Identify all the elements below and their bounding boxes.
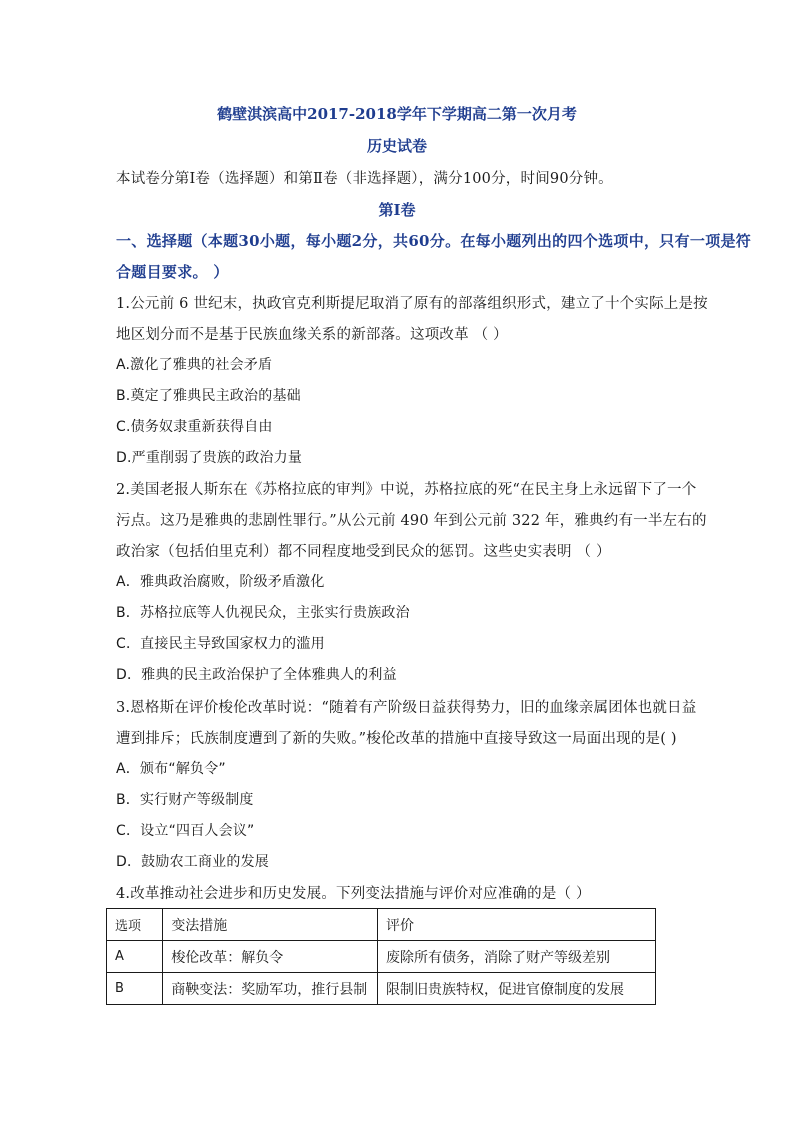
table-header-cell: 变法措施	[163, 909, 378, 941]
option-b: B．苏格拉底等人仇视民众，主张实行贵族政治	[116, 605, 410, 621]
table-cell: A	[107, 941, 163, 973]
option-d: D．雅典的民主政治保护了全体雅典人的利益	[116, 667, 397, 683]
table-cell: B	[107, 973, 163, 1005]
option-b: B.奠定了雅典民主政治的基础	[116, 388, 301, 404]
table-header-cell: 评价	[377, 909, 655, 941]
question-stem-line: 政治家（包括伯里克利）都不同程度地受到民众的惩罚。这些史实表明 （ ）	[116, 544, 611, 560]
table-cell: 限制旧贵族特权，促进官僚制度的发展	[377, 973, 655, 1005]
option-c: C．直接民主导致国家权力的滥用	[116, 636, 325, 652]
option-a: A．雅典政治腐败，阶级矛盾激化	[116, 574, 325, 590]
option-d: D．鼓励农工商业的发展	[116, 854, 269, 870]
table-row	[107, 973, 656, 1005]
subject-title: 历史试卷	[366, 137, 427, 155]
option-c: C．设立“四百人会议”	[116, 823, 255, 839]
table-row	[107, 941, 656, 973]
option-a: A.激化了雅典的社会矛盾	[116, 357, 273, 373]
table-cell: 梭伦改革：解负令	[163, 941, 378, 973]
option-c: C.债务奴隶重新获得自由	[116, 419, 273, 435]
table-cell: 商鞅变法：奖励军功，推行县制	[163, 973, 378, 1005]
table-header-row	[107, 909, 656, 941]
school-title: 鹤壁淇滨高中2017-2018学年下学期高二第一次月考	[217, 105, 577, 123]
volume-title: 第Ⅰ卷	[378, 201, 416, 219]
question-stem-line: 4.改革推动社会进步和历史发展。下列变法措施与评价对应准确的是（ ）	[116, 886, 591, 902]
question-stem-line: 遭到排斥；氏族制度遭到了新的失败。”梭伦改革的措施中直接导致这一局面出现的是( )	[116, 731, 677, 747]
reform-evaluation-table	[106, 908, 656, 1005]
table-header-cell: 选项	[107, 909, 163, 941]
question-stem-line: 地区划分而不是基于民族血缘关系的新部落。这项改革 （ ）	[116, 327, 508, 343]
question-stem-line: 2.美国老报人斯东在《苏格拉底的审判》中说，苏格拉底的死“在民主身上永远留下了一个	[116, 482, 697, 498]
option-d: D.严重削弱了贵族的政治力量	[116, 450, 303, 466]
question-stem-line: 3.恩格斯在评价梭伦改革时说：“随着有产阶级日益获得势力，旧的血缘亲属团体也就日益	[116, 700, 697, 716]
section-heading-line2: 合题目要求。 ）	[116, 263, 229, 281]
option-b: B．实行财产等级制度	[116, 792, 254, 808]
question-stem-line: 1.公元前 6 世纪末，执政官克利斯提尼取消了原有的部落组织形式，建立了十个实际上是按	[116, 296, 708, 312]
question-stem-line: 污点。这乃是雅典的悲剧性罪行。”从公元前 490 年到公元前 322 年，雅典约有一半左右的	[116, 513, 707, 529]
table-cell: 废除所有债务，消除了财产等级差别	[377, 941, 655, 973]
exam-instructions: 本试卷分第Ⅰ卷（选择题）和第Ⅱ卷（非选择题），满分100分，时间90分钟。	[116, 171, 613, 187]
option-a: A．颁布“解负令”	[116, 761, 226, 777]
section-heading-line1: 一、选择题（本题30小题，每小题2分，共60分。在每小题列出的四个选项中，只有一项是符	[116, 232, 752, 250]
